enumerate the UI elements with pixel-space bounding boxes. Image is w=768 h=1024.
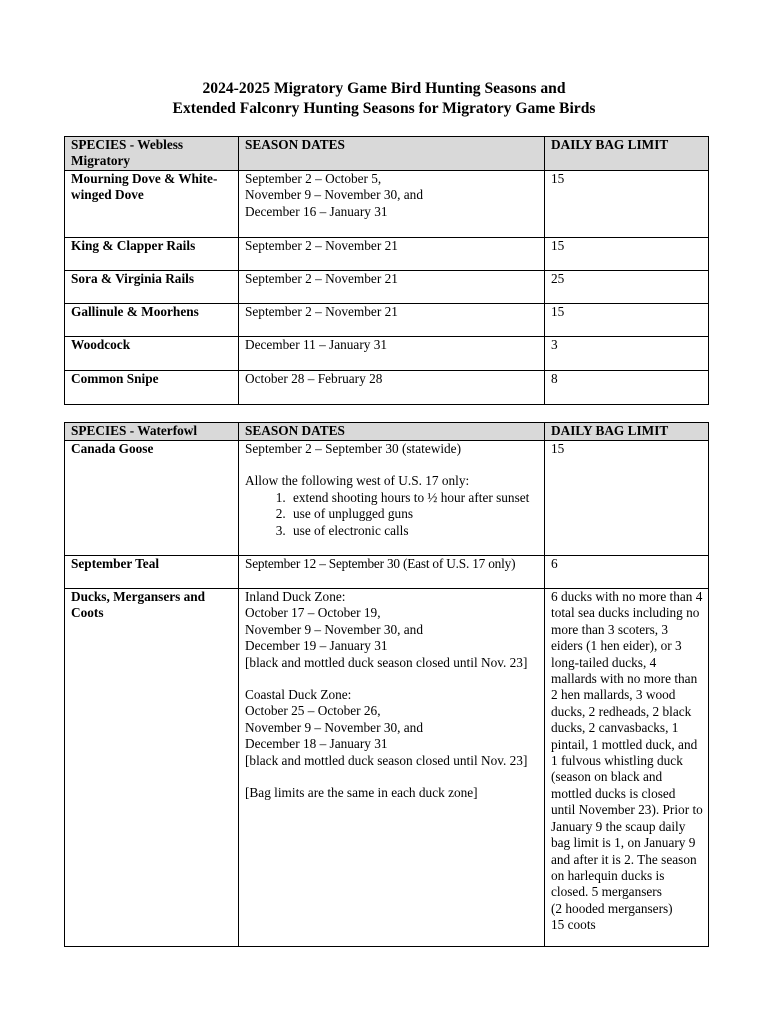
- table-row: [65, 589, 709, 947]
- allow-intro: Allow the following west of U.S. 17 only:: [245, 473, 470, 489]
- season-dates-cell: September 2 – November 21: [239, 237, 545, 270]
- list-item: 3. use of electronic calls: [289, 523, 539, 539]
- season-dates-cell: September 2 – November 21: [239, 270, 545, 303]
- species-cell: Mourning Dove & White-winged Dove: [65, 170, 239, 237]
- season-dates-cell: [239, 589, 545, 947]
- date-line: September 12 – September 30 (East of U.S. 17 only): [245, 556, 516, 571]
- coot-limit: 15 coots: [551, 917, 596, 933]
- duck-limit-text: 6 ducks with no more than 4 total sea ducks including no more than 3 scoters, 3 eiders (1 hen eider), or 3 long-tailed ducks, 4 mallards with no more than 2 hen mallards, 3 wood ducks, 2 redheads, 2 black ducks, 2 canvasbacks, 1 pintail, 1 mottled duck, and 1 fulvous whistling duck (season on black and mottled ducks is closed until November 23). Prior to January 9 the scaup daily bag limit is 1, on January 9 and after it is 2. The season on harlequin ducks is closed. 5 mergansers: [551, 589, 703, 900]
- document-title: [0, 79, 768, 119]
- bag-limit-cell: [545, 589, 709, 947]
- bag-limit-cell: 25: [545, 270, 709, 303]
- merganser-limit: (2 hooded mergansers): [551, 900, 673, 916]
- table-row: [65, 237, 709, 270]
- list-item: 2. use of unplugged guns: [289, 506, 539, 522]
- header-species: SPECIES - Webless Migratory: [65, 137, 239, 171]
- webless-migratory-table: [64, 136, 709, 405]
- zone-title: Coastal Duck Zone:: [245, 687, 352, 703]
- date-line: September 2 – September 30 (statewide): [245, 441, 462, 456]
- bag-limit-cell: 15: [545, 237, 709, 270]
- table-row: [65, 170, 709, 237]
- zone-note: [black and mottled duck season closed until Nov. 23]: [245, 654, 528, 670]
- title-line-1: 2024-2025 Migratory Game Bird Hunting Seasons and: [202, 80, 566, 97]
- bag-limit-cell: 15: [545, 303, 709, 336]
- species-cell: Ducks, Mergansers and Coots: [65, 589, 239, 947]
- table-row: [65, 336, 709, 370]
- species-cell: Sora & Virginia Rails: [65, 270, 239, 303]
- season-dates-cell: [239, 170, 545, 237]
- header-species: SPECIES - Waterfowl: [65, 423, 239, 441]
- species-cell: Common Snipe: [65, 370, 239, 404]
- season-dates-cell: [239, 441, 545, 556]
- table-header-row: [65, 423, 709, 441]
- list-item: 1. extend shooting hours to ½ hour after sunset: [289, 490, 539, 506]
- table-row: [65, 441, 709, 556]
- header-daily-bag-limit: DAILY BAG LIMIT: [545, 137, 709, 171]
- date-line: December 18 – January 31: [245, 736, 388, 752]
- season-dates-cell: October 28 – February 28: [239, 370, 545, 404]
- bag-limit-cell: 8: [545, 370, 709, 404]
- zone-note: [black and mottled duck season closed until Nov. 23]: [245, 752, 528, 768]
- title-line-2: Extended Falconry Hunting Seasons for Migratory Game Birds: [172, 100, 596, 117]
- bag-limit-cell: 6: [545, 556, 709, 589]
- species-cell: Gallinule & Moorhens: [65, 303, 239, 336]
- date-line: November 9 – November 30, and: [245, 621, 423, 637]
- zone-title: Inland Duck Zone:: [245, 589, 346, 604]
- species-cell: King & Clapper Rails: [65, 237, 239, 270]
- season-dates-cell: December 11 – January 31: [239, 336, 545, 370]
- bag-limit-cell: 15: [545, 441, 709, 556]
- date-line: October 17 – October 19,: [245, 605, 381, 621]
- date-line: October 25 – October 26,: [245, 703, 381, 719]
- bag-limit-note: [Bag limits are the same in each duck zone]: [245, 785, 478, 801]
- table-header-row: [65, 137, 709, 171]
- table-row: [65, 303, 709, 336]
- waterfowl-table: [64, 422, 709, 947]
- date-line: November 9 – November 30, and: [245, 187, 423, 203]
- season-dates-cell: September 2 – November 21: [239, 303, 545, 336]
- bag-limit-cell: 15: [545, 170, 709, 237]
- date-line: December 19 – January 31: [245, 638, 388, 654]
- allow-list: [245, 490, 539, 539]
- header-season-dates: SEASON DATES: [239, 137, 545, 171]
- header-daily-bag-limit: DAILY BAG LIMIT: [545, 423, 709, 441]
- header-season-dates: SEASON DATES: [239, 423, 545, 441]
- table-row: [65, 370, 709, 404]
- species-cell: Canada Goose: [65, 441, 239, 556]
- date-line: September 2 – October 5,: [245, 170, 382, 186]
- season-dates-cell: [239, 556, 545, 589]
- date-line: November 9 – November 30, and: [245, 719, 423, 735]
- bag-limit-cell: 3: [545, 336, 709, 370]
- species-cell: Woodcock: [65, 336, 239, 370]
- date-line: December 16 – January 31: [245, 203, 388, 219]
- species-cell: September Teal: [65, 556, 239, 589]
- table-row: [65, 556, 709, 589]
- table-row: [65, 270, 709, 303]
